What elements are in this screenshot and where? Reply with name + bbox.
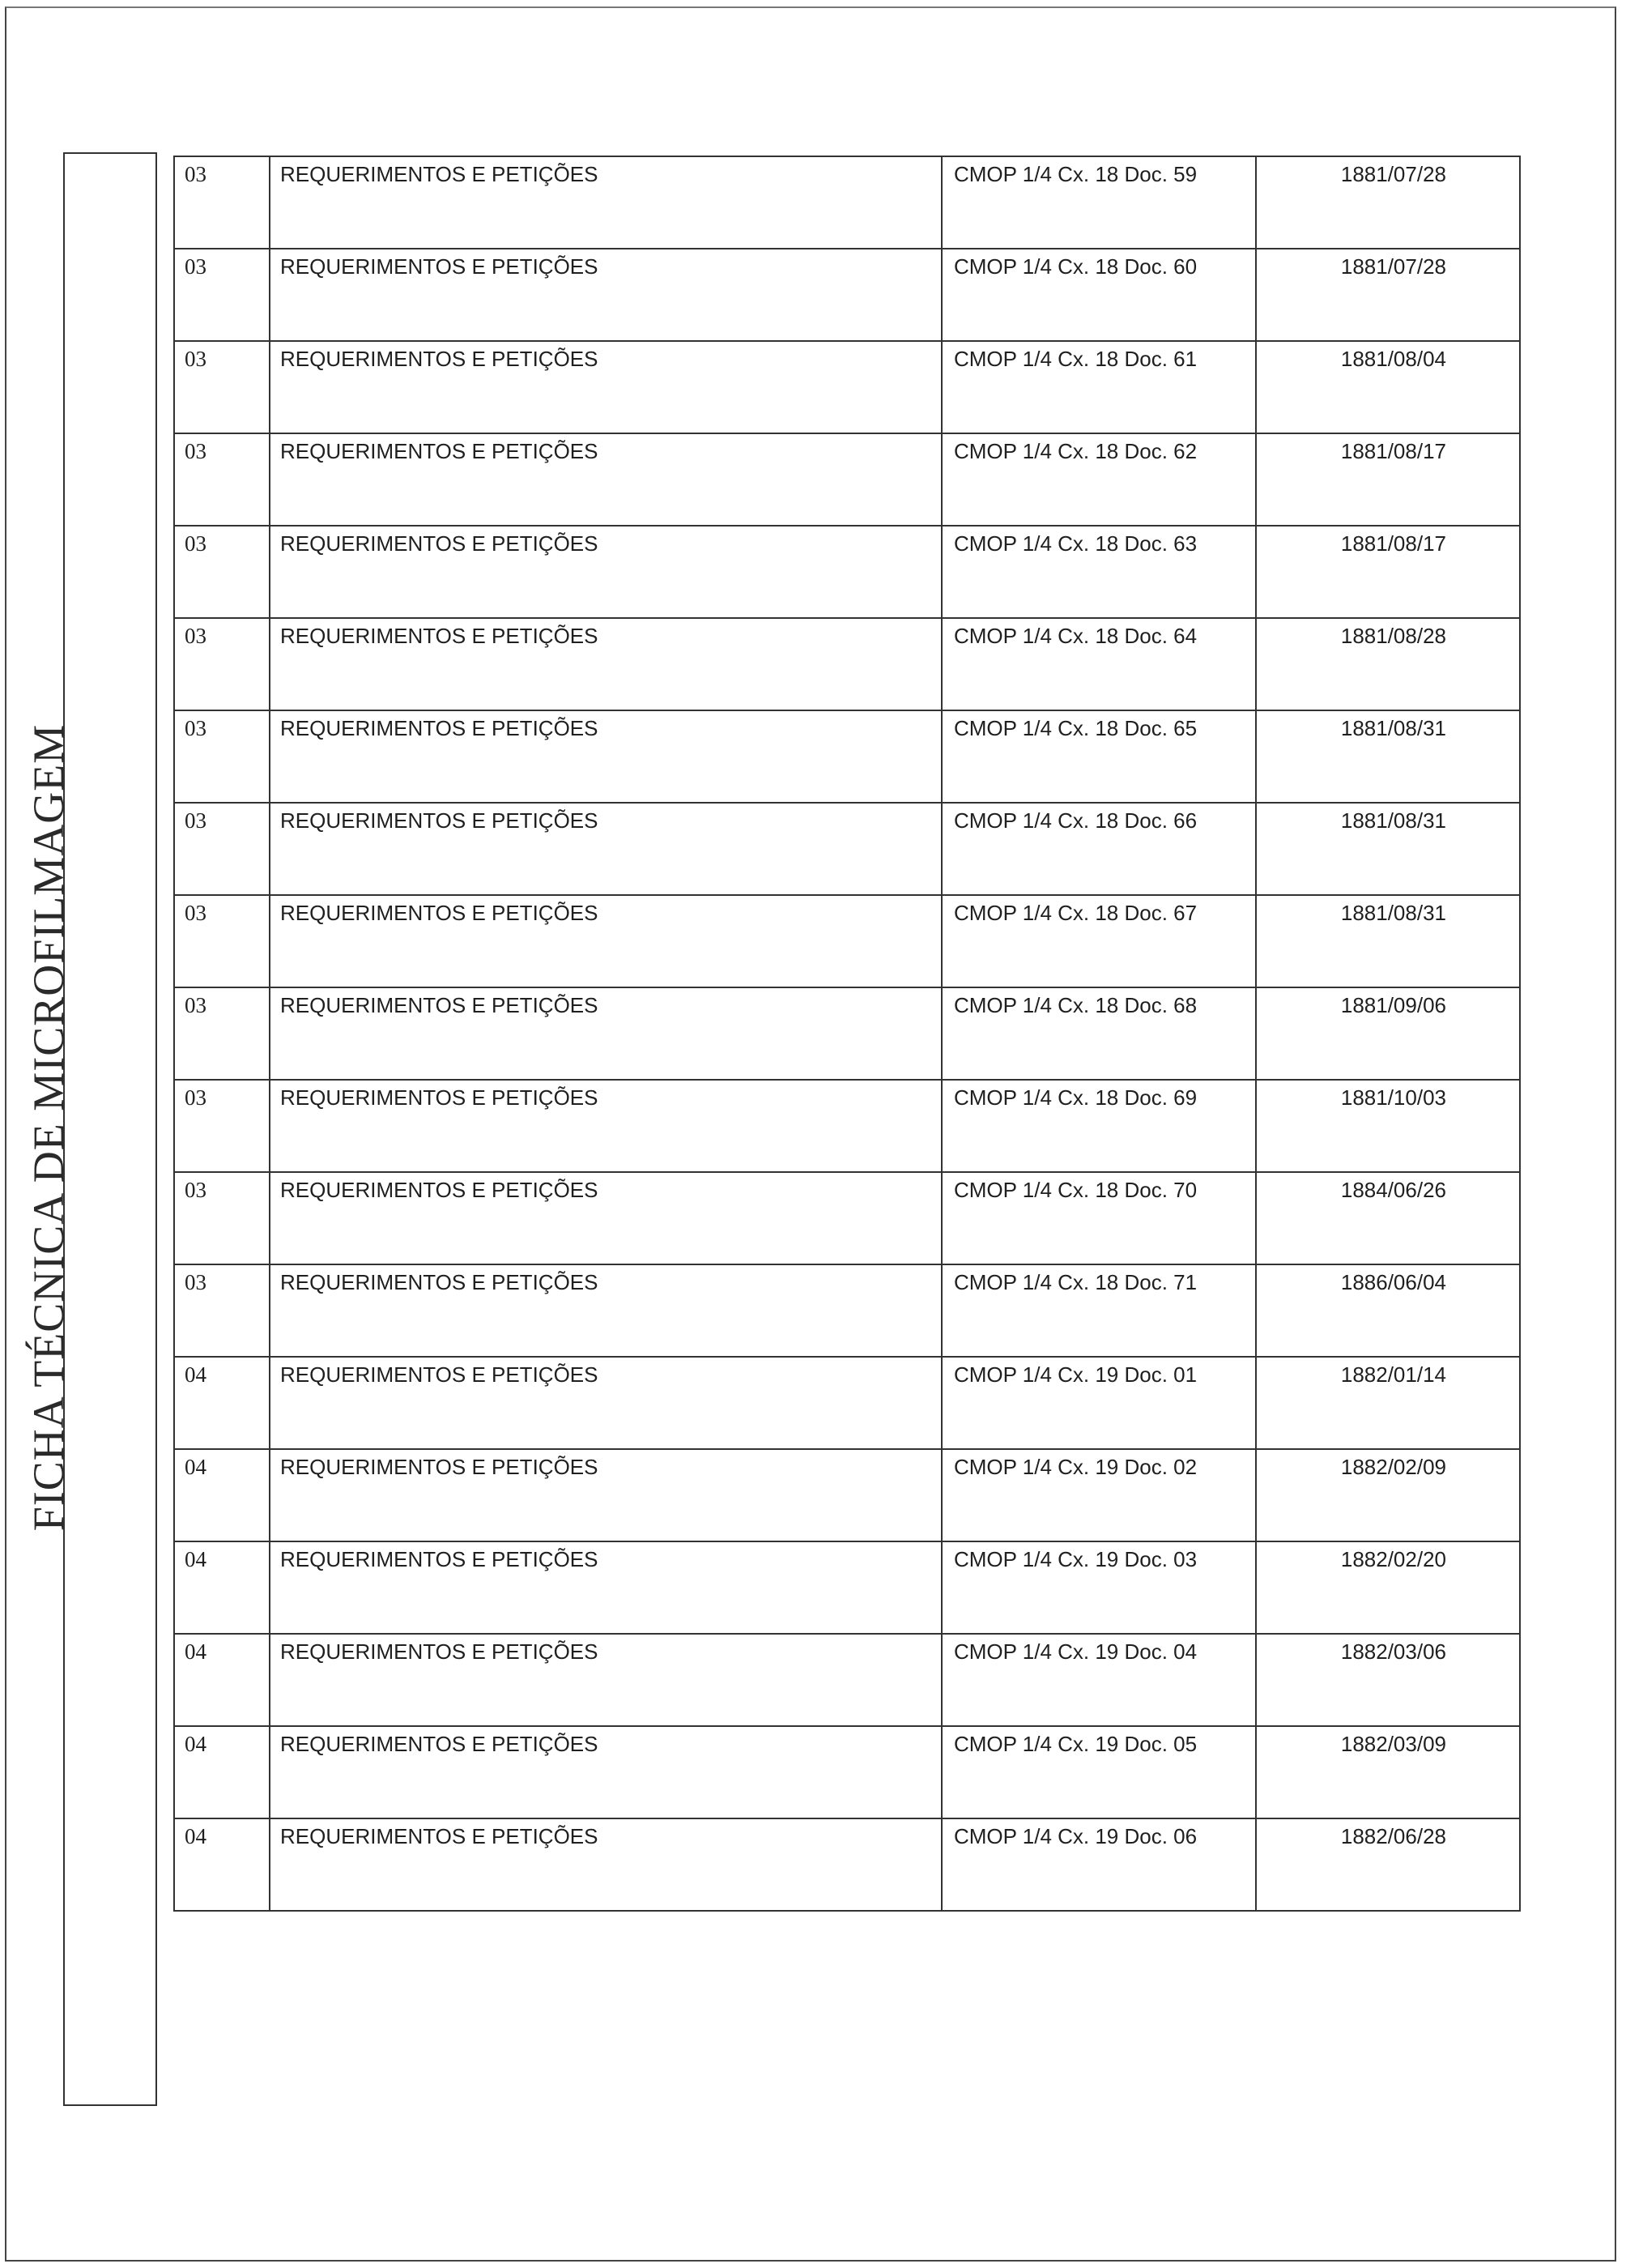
reference-cell: CMOP 1/4 Cx. 19 Doc. 05	[942, 1726, 1256, 1818]
title-cell: REQUERIMENTOS E PETIÇÕES	[270, 1541, 942, 1634]
title-cell: REQUERIMENTOS E PETIÇÕES	[270, 1172, 942, 1264]
table-row	[174, 1818, 1520, 1911]
title-cell: REQUERIMENTOS E PETIÇÕES	[270, 341, 942, 433]
box-number-cell: 03	[174, 1080, 270, 1172]
side-title-text: FICHA TÉCNICA DE MICROFILMAGEM	[24, 723, 73, 1532]
title-cell: REQUERIMENTOS E PETIÇÕES	[270, 895, 942, 987]
reference-cell: CMOP 1/4 Cx. 18 Doc. 63	[942, 526, 1256, 618]
date-cell: 1882/03/06	[1256, 1634, 1520, 1726]
table-row	[174, 1541, 1520, 1634]
reference-cell: CMOP 1/4 Cx. 18 Doc. 59	[942, 156, 1256, 249]
table-row	[174, 1080, 1520, 1172]
records-table	[173, 156, 1521, 1912]
table-row	[174, 618, 1520, 710]
date-cell: 1881/07/28	[1256, 156, 1520, 249]
date-cell: 1882/01/14	[1256, 1357, 1520, 1449]
title-cell: REQUERIMENTOS E PETIÇÕES	[270, 987, 942, 1080]
reference-cell: CMOP 1/4 Cx. 18 Doc. 70	[942, 1172, 1256, 1264]
title-cell: REQUERIMENTOS E PETIÇÕES	[270, 1726, 942, 1818]
reference-cell: CMOP 1/4 Cx. 18 Doc. 71	[942, 1264, 1256, 1357]
box-number-cell: 03	[174, 341, 270, 433]
box-number-cell: 03	[174, 1264, 270, 1357]
box-number-cell: 03	[174, 710, 270, 803]
date-cell: 1881/07/28	[1256, 249, 1520, 341]
side-title-box	[63, 152, 157, 2106]
reference-cell: CMOP 1/4 Cx. 18 Doc. 69	[942, 1080, 1256, 1172]
reference-cell: CMOP 1/4 Cx. 19 Doc. 01	[942, 1357, 1256, 1449]
box-number-cell: 04	[174, 1818, 270, 1911]
title-cell: REQUERIMENTOS E PETIÇÕES	[270, 618, 942, 710]
title-cell: REQUERIMENTOS E PETIÇÕES	[270, 1818, 942, 1911]
date-cell: 1882/03/09	[1256, 1726, 1520, 1818]
table-row	[174, 987, 1520, 1080]
title-cell: REQUERIMENTOS E PETIÇÕES	[270, 526, 942, 618]
reference-cell: CMOP 1/4 Cx. 18 Doc. 67	[942, 895, 1256, 987]
table-row	[174, 1172, 1520, 1264]
date-cell: 1881/08/31	[1256, 803, 1520, 895]
reference-cell: CMOP 1/4 Cx. 19 Doc. 03	[942, 1541, 1256, 1634]
box-number-cell: 03	[174, 526, 270, 618]
reference-cell: CMOP 1/4 Cx. 18 Doc. 65	[942, 710, 1256, 803]
title-cell: REQUERIMENTOS E PETIÇÕES	[270, 803, 942, 895]
title-cell: REQUERIMENTOS E PETIÇÕES	[270, 249, 942, 341]
date-cell: 1882/02/20	[1256, 1541, 1520, 1634]
box-number-cell: 04	[174, 1449, 270, 1541]
title-cell: REQUERIMENTOS E PETIÇÕES	[270, 1634, 942, 1726]
reference-cell: CMOP 1/4 Cx. 18 Doc. 60	[942, 249, 1256, 341]
box-number-cell: 03	[174, 987, 270, 1080]
title-cell: REQUERIMENTOS E PETIÇÕES	[270, 433, 942, 526]
table-row	[174, 156, 1520, 249]
table-row	[174, 1449, 1520, 1541]
date-cell: 1881/08/28	[1256, 618, 1520, 710]
reference-cell: CMOP 1/4 Cx. 18 Doc. 61	[942, 341, 1256, 433]
table-row	[174, 1264, 1520, 1357]
table-row	[174, 710, 1520, 803]
records-body	[174, 156, 1520, 1911]
table-row	[174, 1357, 1520, 1449]
title-cell: REQUERIMENTOS E PETIÇÕES	[270, 710, 942, 803]
box-number-cell: 04	[174, 1726, 270, 1818]
reference-cell: CMOP 1/4 Cx. 18 Doc. 66	[942, 803, 1256, 895]
reference-cell: CMOP 1/4 Cx. 19 Doc. 02	[942, 1449, 1256, 1541]
date-cell: 1881/09/06	[1256, 987, 1520, 1080]
table-row	[174, 526, 1520, 618]
title-cell: REQUERIMENTOS E PETIÇÕES	[270, 1080, 942, 1172]
table-row	[174, 895, 1520, 987]
table-row	[174, 341, 1520, 433]
reference-cell: CMOP 1/4 Cx. 19 Doc. 06	[942, 1818, 1256, 1911]
date-cell: 1881/08/31	[1256, 710, 1520, 803]
box-number-cell: 04	[174, 1357, 270, 1449]
date-cell: 1881/08/17	[1256, 433, 1520, 526]
date-cell: 1881/08/31	[1256, 895, 1520, 987]
box-number-cell: 03	[174, 803, 270, 895]
table-row	[174, 433, 1520, 526]
table-row	[174, 249, 1520, 341]
reference-cell: CMOP 1/4 Cx. 18 Doc. 64	[942, 618, 1256, 710]
box-number-cell: 03	[174, 1172, 270, 1264]
title-cell: REQUERIMENTOS E PETIÇÕES	[270, 1357, 942, 1449]
date-cell: 1882/06/28	[1256, 1818, 1520, 1911]
table-row	[174, 1634, 1520, 1726]
title-cell: REQUERIMENTOS E PETIÇÕES	[270, 156, 942, 249]
date-cell: 1881/08/17	[1256, 526, 1520, 618]
box-number-cell: 04	[174, 1634, 270, 1726]
box-number-cell: 03	[174, 433, 270, 526]
table-row	[174, 1726, 1520, 1818]
box-number-cell: 03	[174, 156, 270, 249]
title-cell: REQUERIMENTOS E PETIÇÕES	[270, 1264, 942, 1357]
reference-cell: CMOP 1/4 Cx. 18 Doc. 62	[942, 433, 1256, 526]
date-cell: 1884/06/26	[1256, 1172, 1520, 1264]
date-cell: 1882/02/09	[1256, 1449, 1520, 1541]
box-number-cell: 03	[174, 895, 270, 987]
title-cell: REQUERIMENTOS E PETIÇÕES	[270, 1449, 942, 1541]
reference-cell: CMOP 1/4 Cx. 18 Doc. 68	[942, 987, 1256, 1080]
table-row	[174, 803, 1520, 895]
box-number-cell: 03	[174, 618, 270, 710]
reference-cell: CMOP 1/4 Cx. 19 Doc. 04	[942, 1634, 1256, 1726]
date-cell: 1881/10/03	[1256, 1080, 1520, 1172]
box-number-cell: 04	[174, 1541, 270, 1634]
date-cell: 1881/08/04	[1256, 341, 1520, 433]
box-number-cell: 03	[174, 249, 270, 341]
date-cell: 1886/06/04	[1256, 1264, 1520, 1357]
